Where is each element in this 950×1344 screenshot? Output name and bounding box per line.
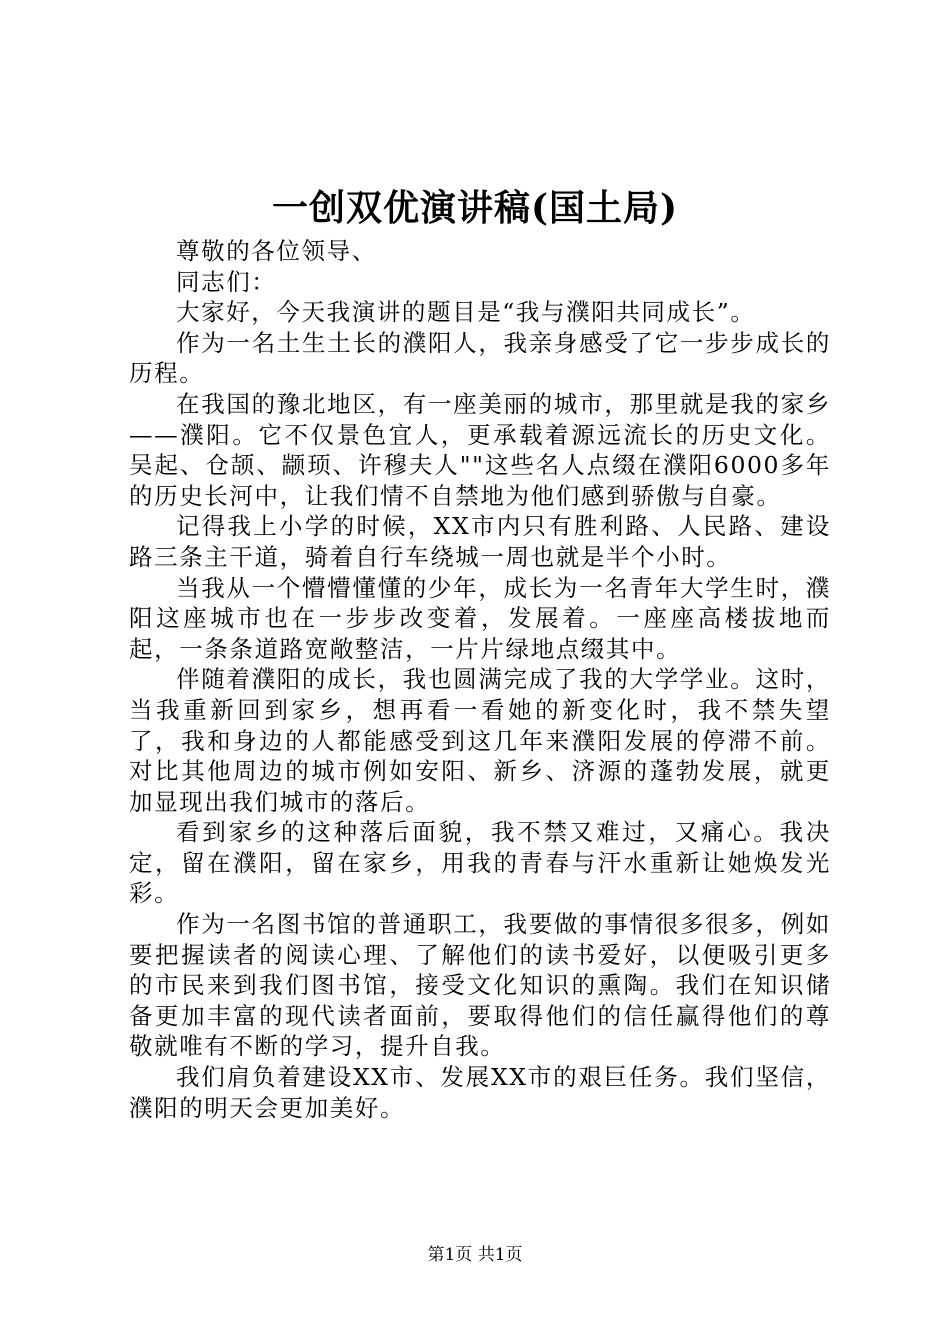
paragraph: 当我从一个懵懵懂懂的少年，成长为一名青年大学生时，濮阳这座城市也在一步步改变着，发展着。一座座高楼拔地而起，一条条道路宽敞整洁，一片片绿地点缀其中。 bbox=[129, 573, 831, 663]
paragraph: 大家好，今天我演讲的题目是“我与濮阳共同成长”。 bbox=[176, 298, 756, 327]
paragraph: 记得我上小学的时候，XX市内只有胜利路、人民路、建设路三条主干道，骑着自行车绕城一周也就是半个小时。 bbox=[129, 512, 831, 571]
document-title: 一创双优演讲稿(国土局) bbox=[271, 187, 679, 229]
paragraph: 作为一名土生土长的濮阳人，我亲身感受了它一步步成长的历程。 bbox=[129, 328, 831, 388]
paragraph: 在我国的豫北地区，有一座美丽的城市，那里就是我的家乡——濮阳。它不仅景色宜人，更承载着源远流长的历史文化。吴起、仓颉、颛顼、许穆夫人""这些名人点缀在濮阳6000多年的历史长河中，让我们情不自禁地为他们感到骄傲与自豪。 bbox=[129, 389, 831, 510]
paragraph: 我们肩负着建设XX市、发展XX市的艰巨任务。我们坚信，濮阳的明天会更加美好。 bbox=[129, 1063, 831, 1122]
paragraph: 看到家乡的这种落后面貌，我不禁又难过，又痛心。我决定，留在濮阳，留在家乡，用我的青春与汗水重新让她焕发光彩。 bbox=[129, 818, 831, 908]
paragraph-salutation-2: 同志们： bbox=[176, 267, 277, 296]
paragraph-salutation-1: 尊敬的各位领导、 bbox=[176, 237, 377, 265]
paragraph: 伴随着濮阳的成长，我也圆满完成了我的大学学业。这时，当我重新回到家乡，想再看一看她的新变化时，我不禁失望了，我和身边的人都能感受到这几年来濮阳发展的停滞不前。对比其他周边的城市例如安阳、新乡、济源的蓬勃发展，就更加显现出我们城市的落后。 bbox=[129, 665, 831, 816]
document-body bbox=[129, 236, 831, 1123]
paragraph: 作为一名图书馆的普通职工，我要做的事情很多很多，例如要把握读者的阅读心理、了解他们的读书爱好，以便吸引更多的市民来到我们图书馆，接受文化知识的熏陶。我们在知识储备更加丰富的现代读者面前，要取得他们的信任赢得他们的尊敬就唯有不断的学习，提升自我。 bbox=[129, 910, 831, 1061]
page-number-footer: 第1页 共1页 bbox=[427, 1245, 523, 1265]
